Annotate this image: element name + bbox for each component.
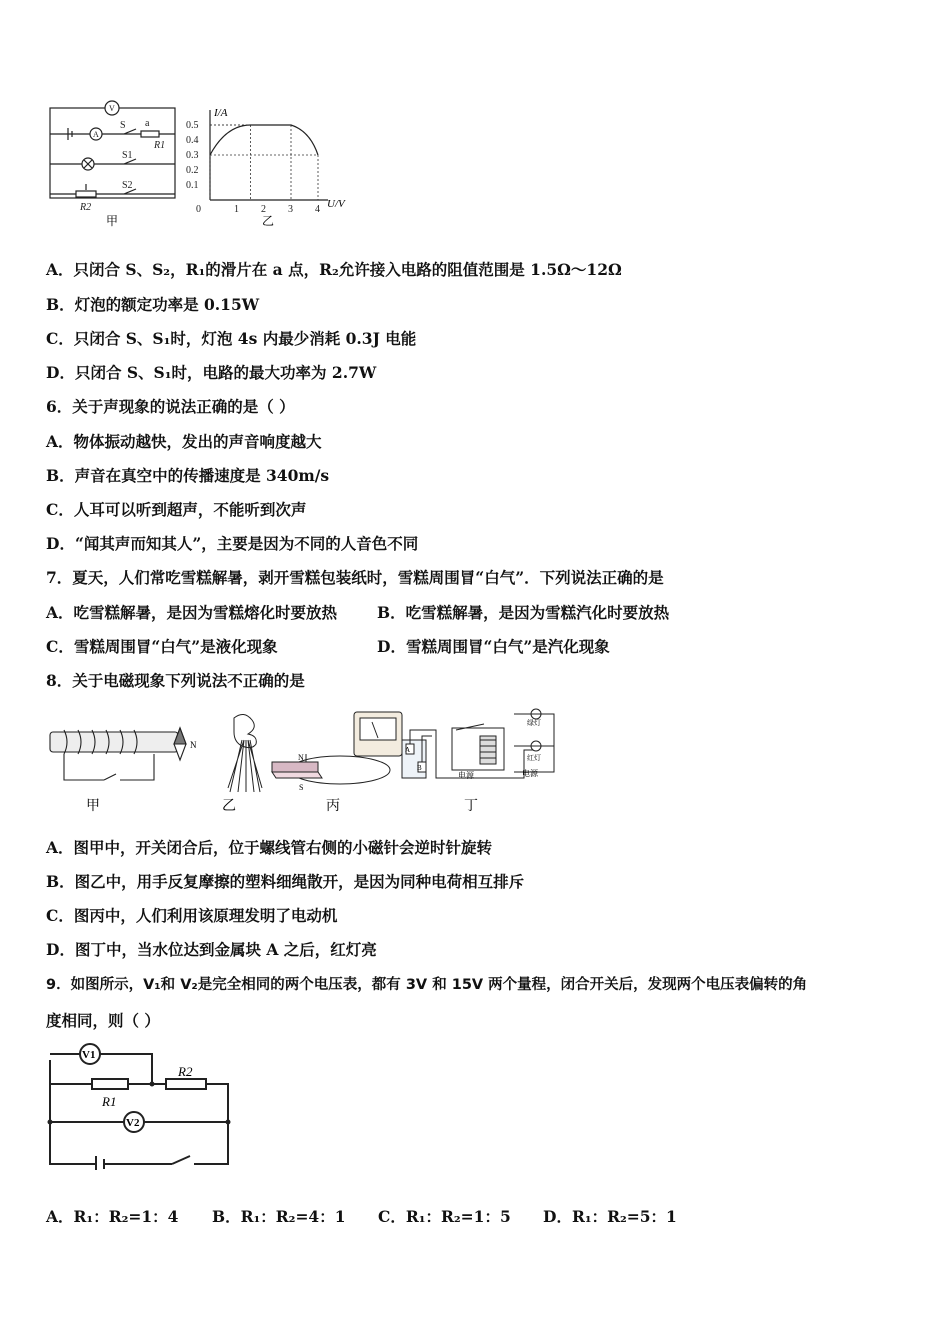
- q8-stem: 8．关于电磁现象下列说法不正确的是: [46, 671, 305, 690]
- q9-option-c: C．R₁：R₂=1：5: [378, 1207, 511, 1226]
- r1-resistor: [141, 131, 159, 137]
- power-label-2: 电源: [522, 769, 538, 778]
- caption-yi-8: 乙: [222, 799, 236, 814]
- q7-stem: 7．夏天，人们常吃雪糕解暑，剥开雪糕包装纸时，雪糕周围冒“白气”．下列说法正确的是: [46, 568, 664, 587]
- q5-option-d: D．只闭合 S、S₁时，电路的最大功率为 2.7W: [46, 363, 377, 382]
- iu-curve: [210, 125, 318, 155]
- v1-label: V1: [82, 1049, 96, 1061]
- q6-option-d: D．“闻其声而知其人”，主要是因为不同的人音色不同: [46, 534, 419, 553]
- svg-text:A: A: [93, 130, 99, 139]
- q9-circuit-svg: [44, 1040, 244, 1170]
- q9-stem-line2: 度相同，则（ ）: [46, 1011, 160, 1030]
- y-tick-label: 0.3: [186, 150, 199, 161]
- x-axis-label: U/V: [327, 198, 345, 210]
- q7-option-c: C．雪糕周围冒“白气”是液化现象: [46, 637, 278, 656]
- x-tick-label: 3: [288, 204, 293, 215]
- svg-text:R1: R1: [154, 140, 166, 151]
- q9-option-a: A．R₁：R₂=1：4: [46, 1207, 179, 1226]
- needle-n-label: N: [190, 740, 197, 750]
- q5-option-c: C．只闭合 S、S₁时，灯泡 4s 内最少消耗 0.3J 电能: [46, 329, 417, 348]
- q6-option-c: C．人耳可以听到超声，不能听到次声: [46, 500, 307, 519]
- q6-option-b: B．声音在真空中的传播速度是 340m/s: [46, 466, 330, 485]
- x-tick-label: 1: [234, 204, 239, 215]
- q9-option-d: D．R₁：R₂=5：1: [543, 1207, 677, 1226]
- caption-ding-8: 丁: [464, 799, 478, 814]
- svg-text:S2: S2: [122, 180, 133, 191]
- q9-stem-line1: 9．如图所示，V₁和 V₂是完全相同的两个电压表，都有 3V 和 15V 两个量程，闭合开关后，发现两个电压表偏转的角: [46, 977, 808, 993]
- y-tick-label: 0.4: [186, 135, 199, 146]
- q7-option-b: B．吃雪糕解暑，是因为雪糕汽化时要放热: [377, 603, 670, 622]
- svg-text:V: V: [109, 104, 115, 113]
- y-tick-label: 0.1: [186, 180, 199, 191]
- hand-strands-figure: [228, 714, 262, 792]
- caption-yi: 乙: [262, 214, 275, 228]
- y-axis-label: I/A: [214, 107, 228, 119]
- q8-option-a: A．图甲中，开关闭合后，位于螺线管右侧的小磁针会逆时针旋转: [46, 838, 493, 857]
- q8-option-d: D．图丁中，当水位达到金属块 A 之后，红灯亮: [46, 940, 377, 959]
- caption-bing-8: 丙: [326, 799, 340, 814]
- r1-resistor-9: [92, 1079, 128, 1089]
- caption-jia-8: 甲: [86, 799, 100, 814]
- q8-option-c: C．图丙中，人们利用该原理发明了电动机: [46, 906, 338, 925]
- q6-stem: 6．关于声现象的说法正确的是（ ）: [46, 397, 295, 416]
- svg-text:a: a: [145, 118, 150, 129]
- q8-figures: [44, 700, 564, 818]
- q8-option-b: B．图乙中，用手反复摩擦的塑料细绳散开，是因为同种电荷相互排斥: [46, 872, 525, 891]
- q8-figure-svg: [44, 700, 564, 818]
- q5-option-a: A．只闭合 S、S₂，R₁的滑片在 a 点，R₂允许接入电路的阻值范围是 1.5Ω～12Ω: [46, 260, 622, 279]
- q9-option-b: B．R₁：R₂=4：1: [212, 1207, 346, 1226]
- caption-jia: 甲: [106, 214, 119, 228]
- x-tick-label: 0: [196, 204, 201, 215]
- q5-circuit-and-graph: [44, 96, 364, 236]
- svg-text:S: S: [120, 120, 126, 131]
- r2-label-9: R2: [178, 1064, 193, 1079]
- graph-yi: [186, 107, 346, 228]
- q5-option-b: B．灯泡的额定功率是 0.15W: [46, 295, 260, 314]
- q7-option-a: A．吃雪糕解暑，是因为雪糕熔化时要放热: [46, 603, 338, 622]
- svg-text:S1: S1: [122, 150, 133, 161]
- r2-resistor-9: [166, 1079, 206, 1089]
- q5-figure: [44, 96, 364, 236]
- power-label-1: 电源: [458, 771, 474, 780]
- v2-label: V2: [126, 1117, 140, 1129]
- block-a-label: A: [405, 746, 411, 754]
- q9-figure: [44, 1040, 244, 1170]
- r2-resistor: [76, 191, 96, 197]
- y-tick-label: 0.2: [186, 165, 199, 176]
- svg-text:R2: R2: [80, 202, 92, 213]
- block-b-label: B: [417, 764, 422, 772]
- red-lamp-label: 红灯: [527, 754, 541, 762]
- magnet-s-label: S: [299, 783, 304, 792]
- x-tick-label: 2: [261, 204, 266, 215]
- generator-figure: [272, 712, 402, 784]
- x-tick-label: 4: [315, 204, 320, 215]
- green-lamp-label: 绿灯: [527, 719, 541, 727]
- magnet-n-label: N: [298, 753, 304, 762]
- q7-option-d: D．雪糕周围冒“白气”是汽化现象: [377, 637, 610, 656]
- r1-label-9: R1: [102, 1094, 117, 1109]
- solenoid-figure: [50, 728, 186, 780]
- y-tick-label: 0.5: [186, 120, 199, 131]
- q6-option-a: A．物体振动越快，发出的声音响度越大: [46, 432, 322, 451]
